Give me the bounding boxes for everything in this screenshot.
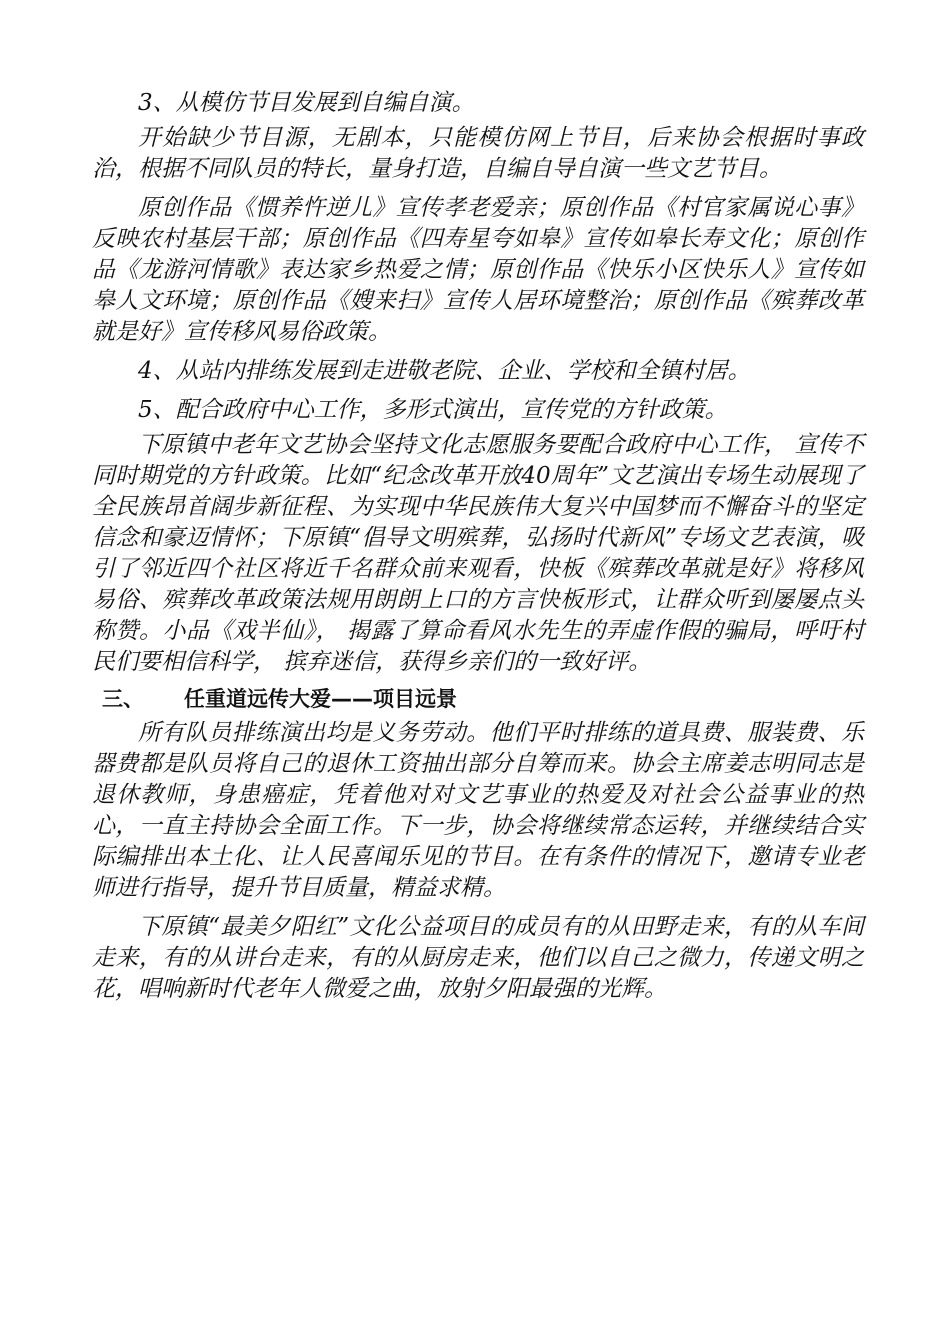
- item-3-heading: 3、从模仿节目发展到自编自演。: [138, 90, 475, 116]
- item-3-works-paragraph: 原创作品《惯养忤逆儿》宣传孝老爱亲；原创作品《村官家属说心事》反映农村基层干部；原创作品《四寿星夸如皋》宣传如皋长寿文化；原创作品《龙游河情歌》表达家乡热爱之情；原创作品《快乐小区快乐人》宣传如皋人文环境；原创作品《嫂来扫》宣传人居环境整治；原创作品《殡葬改革就是好》宣传移风易俗政策。: [92, 195, 864, 345]
- item-4-heading: 4、从站内排练发展到走进敬老院、企业、学校和全镇村居。: [138, 358, 751, 384]
- section-3-paragraph-1: 所有队员排练演出均是义务劳动。他们平时排练的道具费、服装费、乐器费都是队员将自己的退休工资抽出部分自筹而来。协会主席姜志明同志是退休教师，身患癌症，凭着他对对文艺事业的热爱及对社会公益事业的热心，一直主持协会全面工作。下一步，协会将继续常态运转，并继续结合实际编排出本土化、让人民喜闻乐见的节目。在有条件的情况下，邀请专业老师进行指导，提升节目质量，精益求精。: [92, 720, 864, 901]
- item-5-heading: 5、配合政府中心工作，多形式演出，宣传党的方针政策。: [138, 397, 728, 423]
- section-3-title: 任重道远传大爱——项目远景: [184, 687, 457, 711]
- item-5-paragraph: 下原镇中老年文艺协会坚持文化志愿服务要配合政府中心工作， 宣传不同时期党的方针政策。比如“纪念改革开放40周年”文艺演出专场生动展现了全民族昂首阔步新征程、为实现中华民族伟大复兴中国梦而不懈奋斗的坚定信念和豪迈情怀；下原镇“倡导文明殡葬，弘扬时代新风”专场文艺表演，吸引了邻近四个社区将近千名群众前来观看，快板《殡葬改革就是好》将移风易俗、殡葬改革政策法规用朗朗上口的方言快板形式，让群众听到屡屡点头称赞。小品《戏半仙》， 揭露了算命看风水先生的弄虚作假的骗局，呼吁村民们要相信科学， 摈弃迷信，获得乡亲们的一致好评。: [92, 432, 864, 675]
- section-3-number: 三、: [102, 687, 144, 711]
- document-page: [92, 88, 864, 1005]
- section-3-heading: [92, 684, 864, 714]
- section-3-paragraph-2: 下原镇“最美夕阳红”文化公益项目的成员有的从田野走来，有的从车间走来，有的从讲台走来，有的从厨房走来，他们以自己之微力，传递文明之花，唱响新时代老年人微爱之曲，放射夕阳最强的光辉。: [92, 914, 864, 1002]
- item-3-paragraph: 开始缺少节目源，无剧本，只能模仿网上节目，后来协会根据时事政治，根据不同队员的特长，量身打造，自编自导自演一些文艺节目。: [92, 125, 864, 182]
